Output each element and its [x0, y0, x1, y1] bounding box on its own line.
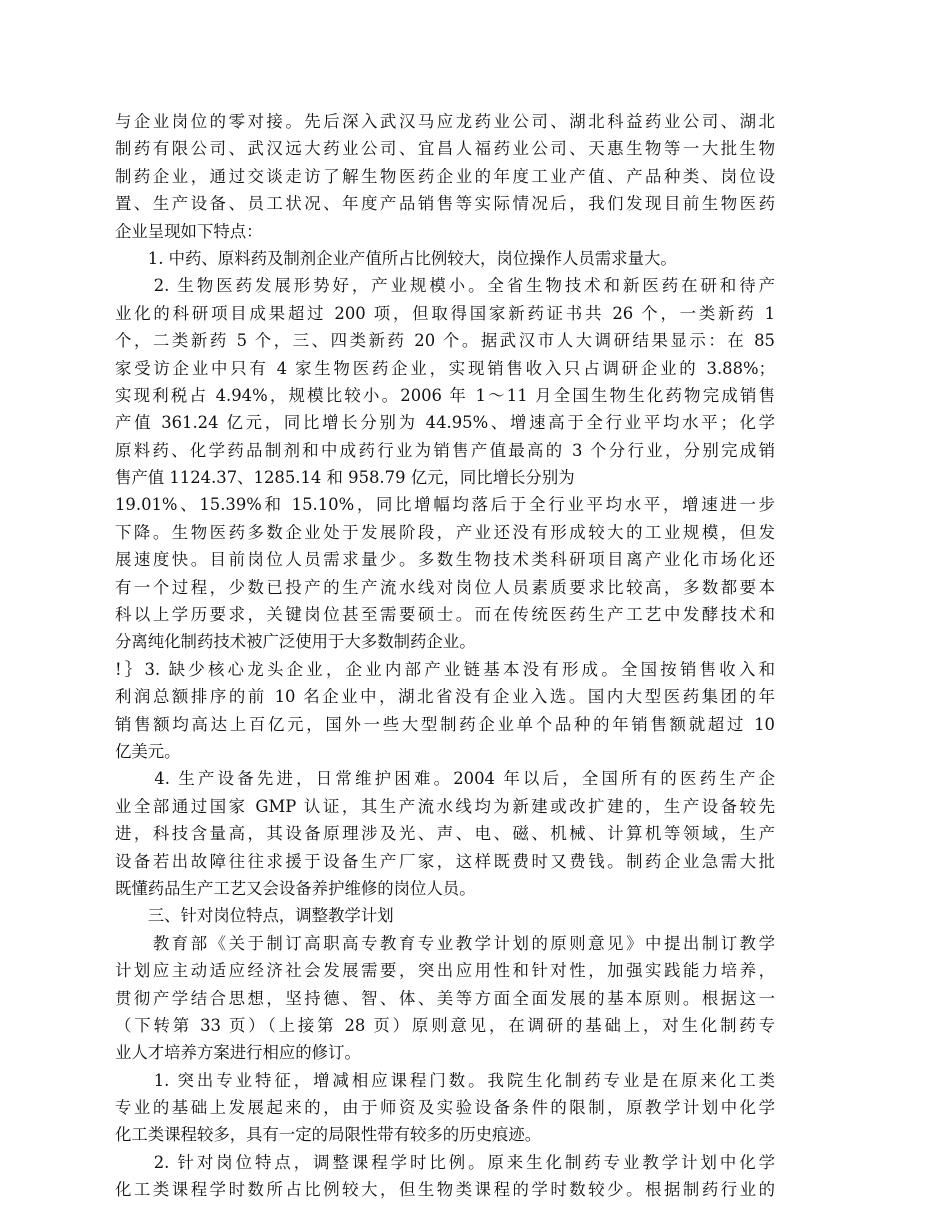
text-line: 进，科技含量高，其设备原理涉及光、声、电、磁、机械、计算机等领域，生产	[115, 824, 775, 844]
text-line: 专业的基础上发展起来的，由于师资及实验设备条件的限制，原教学计划中化学	[115, 1098, 775, 1118]
text-line: 亿美元。	[115, 741, 181, 761]
text-line: 化工类课程较多，具有一定的局限性带有较多的历史痕迹。	[115, 1125, 542, 1145]
text-line: 1. 中药、原料药及制剂企业产值所占比例较大，岗位操作人员需求量大。	[115, 248, 677, 268]
text-line: 贯彻产学结合思想，坚持德、智、体、美等方面全面发展的基本原则。根据这一	[115, 988, 775, 1008]
text-line: 个，二类新药 5 个，三、四类新药 20 个。据武汉市人大调研结果显示：在 85	[115, 331, 775, 351]
text-line: 利润总额排序的前 10 名企业中，湖北省没有企业入选。国内大型医药集团的年	[115, 687, 775, 707]
body-text	[115, 108, 775, 1204]
text-line: 业人才培养方案进行相应的修订。	[115, 1043, 361, 1063]
text-line: 2. 生物医药发展形势好，产业规模小。全省生物技术和新医药在研和待产	[115, 276, 775, 296]
text-line: 展速度快。目前岗位人员需求量少。多数生物技术类科研项目离产业化市场化还	[115, 550, 775, 570]
text-line: 科以上学历要求，关键岗位甚至需要硕士。而在传统医药生产工艺中发酵技术和	[115, 605, 775, 625]
text-line: 既懂药品生产工艺又会设备养护维修的岗位人员。	[115, 878, 476, 898]
text-line: 家受访企业中只有 4 家生物医药企业，实现销售收入只占调研企业的 3.88%；	[115, 358, 775, 378]
text-line: 与企业岗位的零对接。先后深入武汉马应龙药业公司、湖北科益药业公司、湖北	[115, 112, 775, 131]
text-line: 教育部《关于制订高职高专教育专业教学计划的原则意见》中提出制订教学	[115, 933, 775, 953]
text-line: 1. 突出专业特征，增减相应课程门数。我院生化制药专业是在原来化工类	[115, 1070, 775, 1090]
text-line: 2. 针对岗位特点，调整课程学时比例。原来生化制药专业教学计划中化学	[115, 1152, 775, 1172]
text-line: 销售额均高达上百亿元，国外一些大型制药企业单个品种的年销售额就超过 10	[115, 714, 775, 734]
text-line: 企业呈现如下特点：	[115, 221, 263, 241]
text-line: 实现利税占 4.94%，规模比较小。2006 年 1～11 月全国生物生化药物完成销售	[115, 385, 775, 405]
text-line: 制药有限公司、武汉远大药业公司、宜昌人福药业公司、天惠生物等一大批生物	[115, 139, 775, 159]
text-line: !｝3. 缺少核心龙头企业，企业内部产业链基本没有形成。全国按销售收入和	[115, 659, 775, 679]
text-line: 有一个过程，少数已投产的生产流水线对岗位人员素质要求比较高，多数都要本	[115, 577, 775, 597]
text-line: 产值 361.24 亿元，同比增长分别为 44.95%、增速高于全行业平均水平；化学	[115, 413, 775, 433]
text-line: 设备若出故障往往求援于设备生产厂家，这样既费时又费钱。制药企业急需大批	[115, 851, 775, 871]
text-line: 分离纯化制药技术被广泛使用于大多数制药企业。	[115, 632, 476, 652]
text-line: 计划应主动适应经济社会发展需要，突出应用性和针对性，加强实践能力培养，	[115, 961, 775, 981]
text-line: 制药企业，通过交谈走访了解生物医药企业的年度工业产值、产品种类、岗位设	[115, 166, 775, 186]
text-line: 业化的科研项目成果超过 200 项，但取得国家新药证书共 26 个，一类新药 1	[115, 303, 775, 323]
text-line: 业全部通过国家 GMP 认证，其生产流水线均为新建或改扩建的，生产设备较先	[115, 796, 775, 816]
text-line: （下转第 33 页）（上接第 28 页）原则意见，在调研的基础上，对生化制药专	[115, 1015, 775, 1035]
text-line: 原料药、化学药品制剂和中成药行业为销售产值最高的 3 个分行业，分别完成销	[115, 440, 775, 460]
text-line: 三、针对岗位特点，调整教学计划	[115, 906, 394, 926]
text-line: 售产值 1124.37、1285.14 和 958.79 亿元，同比增长分别为	[115, 468, 575, 488]
text-line: 4. 生产设备先进，日常维护困难。2004 年以后，全国所有的医药生产企	[115, 769, 775, 789]
text-line: 化工类课程学时数所占比例较大，但生物类课程的学时数较少。根据制药行业的	[115, 1180, 775, 1200]
text-line: 下降。生物医药多数企业处于发展阶段，产业还没有形成较大的工业规模，但发	[115, 522, 775, 542]
text-line: 置、生产设备、员工状况、年度产品销售等实际情况后，我们发现目前生物医药	[115, 194, 775, 214]
text-line: 19.01%、15.39%和 15.10%，同比增幅均落后于全行业平均水平，增速进一步	[115, 495, 775, 515]
